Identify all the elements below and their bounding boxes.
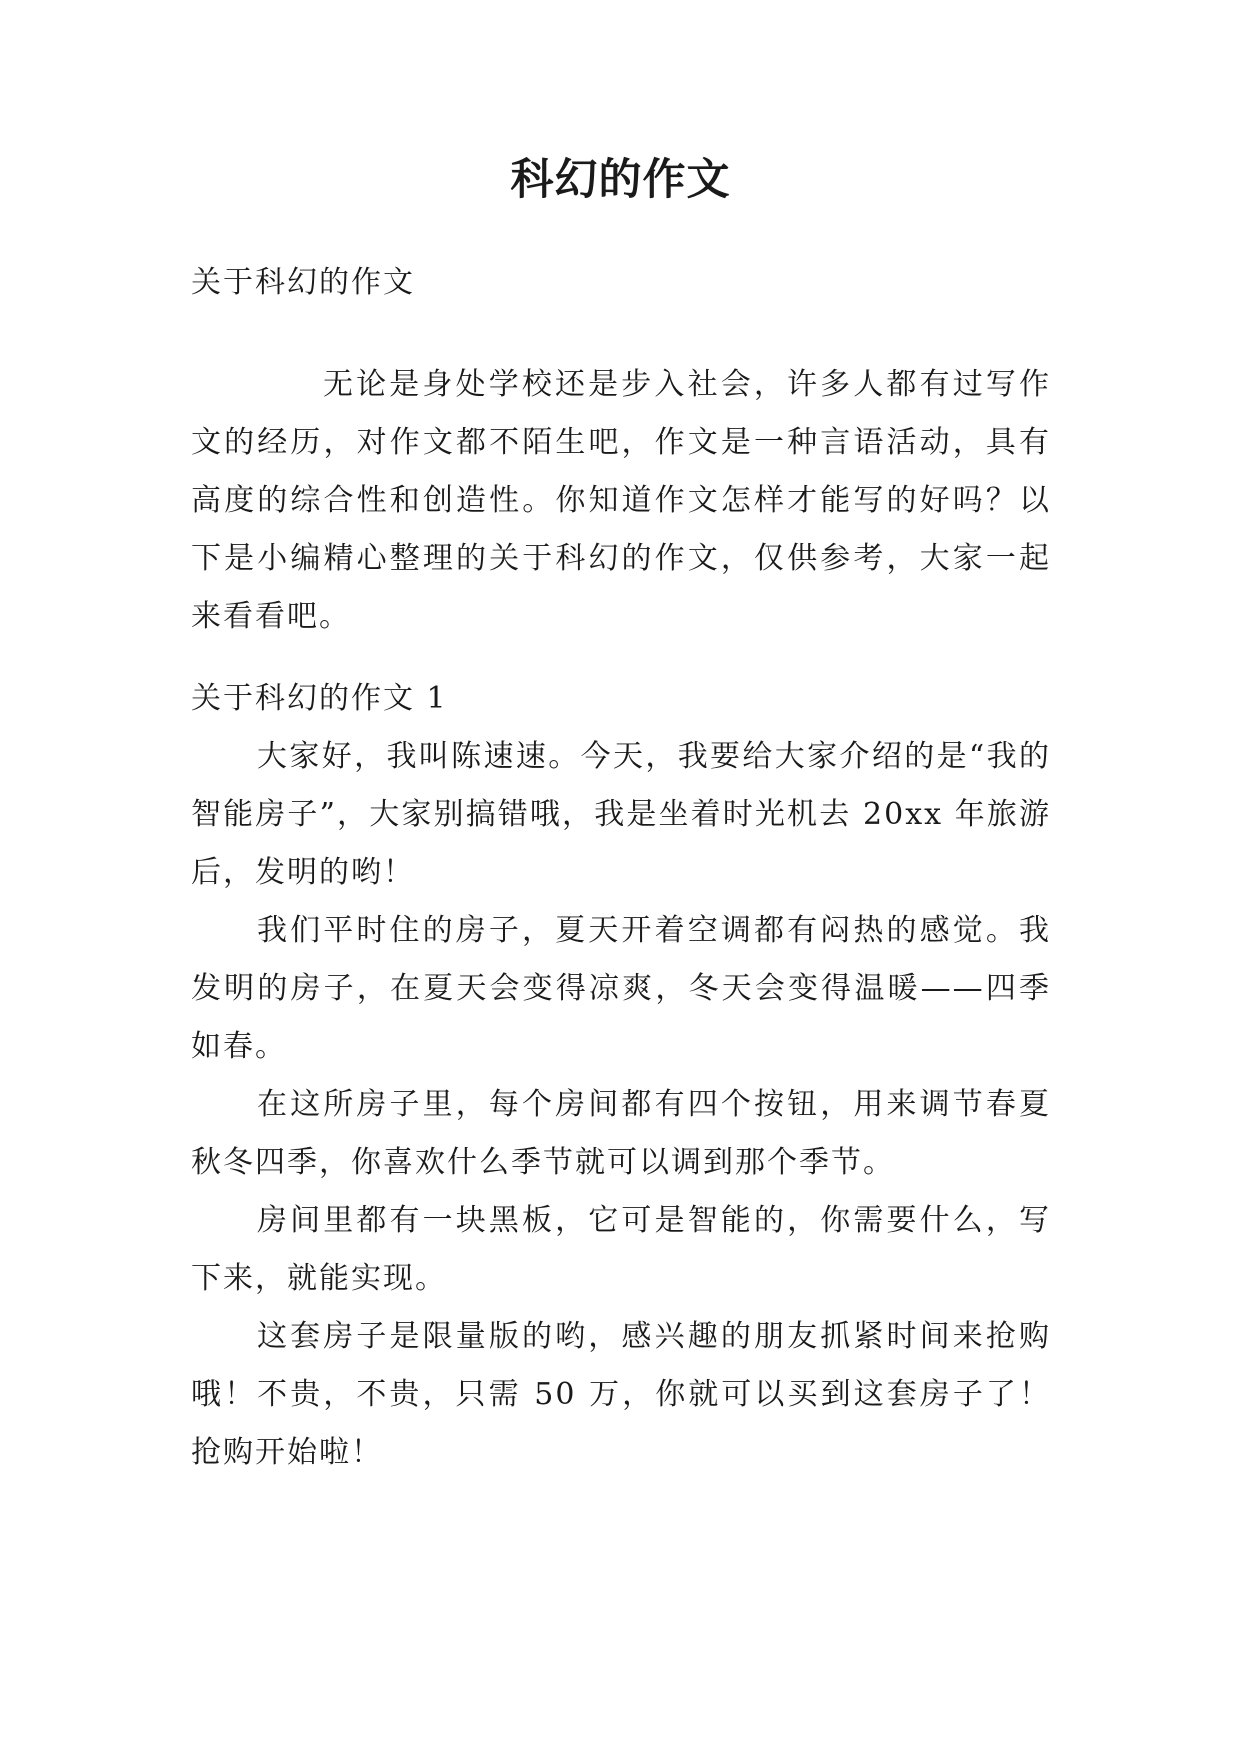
paragraph-3: 在这所房子里，每个房间都有四个按钮，用来调节春夏秋冬四季，你喜欢什么季节就可以调到那个季节。 — [191, 1087, 1051, 1180]
paragraph-2: 我们平时住的房子，夏天开着空调都有闷热的感觉。我发明的房子，在夏天会变得凉爽，冬天会变得温暖——四季如春。 — [191, 913, 1051, 1064]
paragraph-4: 房间里都有一块黑板，它可是智能的，你需要什么，写下来，就能实现。 — [191, 1203, 1051, 1296]
paragraph-1: 大家好，我叫陈速速。今天，我要给大家介绍的是“我的智能房子”，大家别搞错哦，我是坐着时光机去 20xx 年旅游后，发明的哟！ — [191, 739, 1051, 890]
document-title: 科幻的作文 — [510, 155, 731, 205]
section-heading: 关于科幻的作文 1 — [191, 681, 448, 716]
paragraph-5: 这套房子是限量版的哟，感兴趣的朋友抓紧时间来抢购哦！不贵，不贵，只需 50 万，你就可以买到这套房子了！抢购开始啦！ — [191, 1319, 1051, 1470]
intro-paragraph: 无论是身处学校还是步入社会，许多人都有过写作文的经历，对作文都不陌生吧，作文是一种言语活动，具有高度的综合性和创造性。你知道作文怎样才能写的好吗？以下是小编精心整理的关于科幻的作文，仅供参考，大家一起来看看吧。 — [191, 367, 1051, 634]
document-subtitle: 关于科幻的作文 — [191, 265, 415, 300]
